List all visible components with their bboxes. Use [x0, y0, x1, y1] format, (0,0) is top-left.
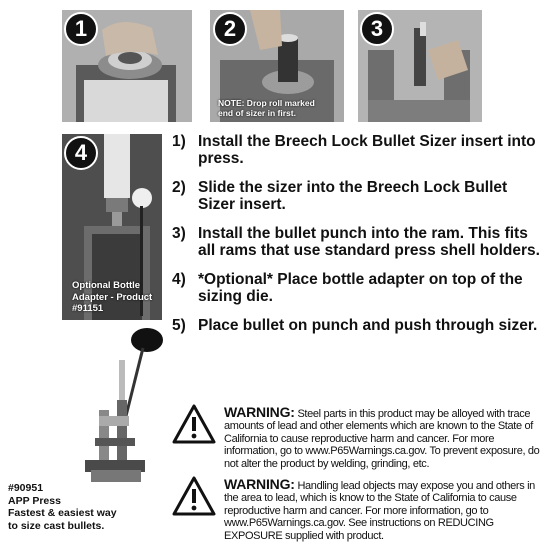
warning-title: WARNING:	[224, 404, 295, 420]
step-number: 5)	[172, 317, 186, 334]
note-line1: NOTE: Drop roll marked	[218, 98, 315, 108]
step-number: 1)	[172, 133, 186, 150]
adapter-caption	[72, 280, 152, 315]
step-2	[172, 179, 544, 213]
instruction-steps	[172, 133, 544, 346]
warning-block-2	[172, 476, 544, 542]
warning-text	[224, 476, 544, 542]
step-text: Slide the sizer into the Breech Lock Bullet Sizer insert.	[198, 179, 508, 213]
step-3	[172, 225, 544, 259]
caption-line3: Fastest & easiest way	[8, 507, 117, 519]
note-line2: end of sizer in first.	[218, 108, 296, 118]
warning-block-1	[172, 404, 544, 470]
warning-triangle-icon	[172, 476, 216, 516]
warning-text	[224, 404, 544, 470]
warning-body: Handling lead objects may expose you and others in the area to lead, which is know to the State of California to cause reproductive harm and cancer. For more information, go to www.P65Warnings.ca.gov. See instructions on REDUCING EXPOSURE supplied with product.	[224, 480, 535, 542]
adapter-line2: Adapter - Product	[72, 291, 153, 303]
step-number: 4)	[172, 271, 186, 288]
step-5	[172, 317, 544, 334]
step4-badge: 4	[64, 136, 98, 170]
step-text: Install the Breech Lock Bullet Sizer insert into press.	[198, 133, 536, 167]
step-text: *Optional* Place bottle adapter on top of the sizing die.	[198, 271, 523, 305]
caption-line4: to size cast bullets.	[8, 519, 105, 532]
step-text: Place bullet on punch and push through sizer.	[198, 317, 538, 334]
step-number: 3)	[172, 225, 186, 242]
warning-triangle-icon	[172, 404, 216, 444]
product-caption	[8, 482, 117, 532]
step-1	[172, 133, 544, 167]
caption-line2: APP Press	[8, 494, 61, 507]
adapter-line1: Optional Bottle	[72, 280, 141, 291]
step-4	[172, 271, 544, 305]
adapter-line3: #91151	[72, 303, 104, 314]
step2-note	[218, 98, 315, 118]
step2-badge: 2	[213, 12, 247, 46]
warning-title: WARNING:	[224, 476, 295, 492]
step3-badge: 3	[360, 12, 394, 46]
caption-line1: #90951	[8, 482, 44, 494]
step1-badge: 1	[64, 12, 98, 46]
step-number: 2)	[172, 179, 186, 196]
warning-body: Steel parts in this product may be alloyed with trace amounts of lead and other elements which are known to the State of California to cause reproductive harm and cancer. For more information, go to www.P65Warnings.ca.gov. To prevent exposure, do not alter the product by welding, grinding, etc.	[224, 408, 540, 470]
step-text: Install the bullet punch into the ram. This fits all rams that use standard press shell holders.	[198, 225, 540, 259]
